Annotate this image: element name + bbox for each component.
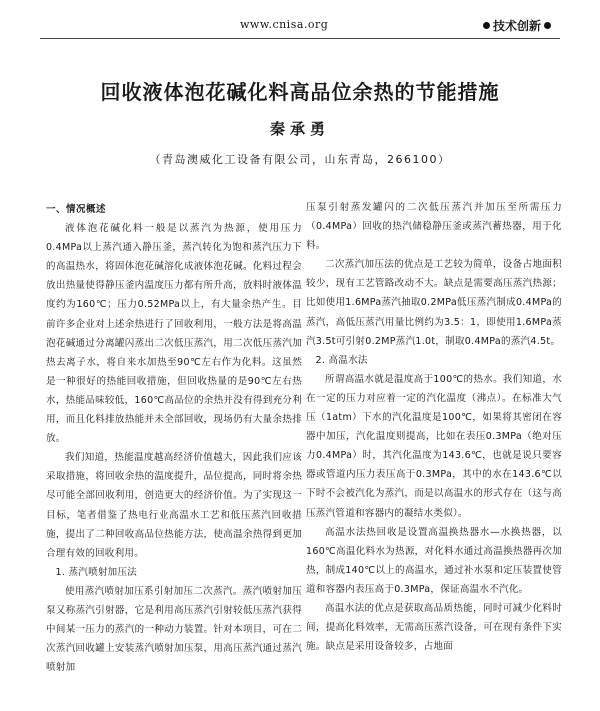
page-header bbox=[0, 18, 600, 36]
paragraph: 所谓高温水就是温度高于100℃的热水。我们知道，水在一定的压力对应着一定的汽化温度（沸点）。在标准大气压（1atm）下水的汽化温度是100℃，如果将其密闭在容器中加压，汽化温度则提高，比如在表压0.3MPa（绝对压力0.4MPa）时，其汽化温度为143.6℃，也就是说只要容器或管道内压力表压高于0.3MPa，其中的水在143.6℃以下时不会被汽化为蒸汽，而是以高温水的形式存在（这与高压蒸汽管道和容器内的凝结水类似）。 bbox=[306, 373, 562, 519]
section-text: 技术创新 bbox=[492, 19, 541, 33]
paragraph: 二次蒸汽加压法的优点是工艺较为简单，设备占地面积较少，现有工艺管路改动不大。缺点是需要高压蒸汽热源；比如使用1.6MPa蒸汽抽取0.2MPa低压蒸汽制成0.4MPa的蒸汽，高低压蒸汽用量比例约为3.5：1，即使用1.6MPa蒸汽3.5t可引射0.2MP蒸汽1.0t，制取0.4MPa的蒸汽4.5t。 bbox=[306, 259, 562, 347]
article-author: 秦承勇 bbox=[269, 120, 330, 138]
subsection-heading-steam-jet: 1. 蒸汽喷射加压法 bbox=[55, 566, 138, 578]
subsection-heading-high-temp-water: 2. 高温水法 bbox=[315, 354, 368, 366]
bullet-dot-icon bbox=[544, 22, 551, 29]
author-affiliation: （青岛澳威化工设备有限公司，山东青岛，266100） bbox=[149, 153, 451, 166]
paragraph-continued: 压泵引射蒸发罐闪的二次低压蒸汽并加压至所需压力（0.4MPa）回收的热汽储稳静压釜或蒸汽蓄热器，用于化料。 bbox=[306, 202, 562, 252]
paragraph: 我们知道，热能温度越高经济价值越大，因此我们应该采取措施，将回收余热的温度提升，品位提高，同时将余热尽可能全部回收利用，创造更大的经济价值。为了实现这一目标，笔者借鉴了热电行业高温水工艺和低压蒸汽回收措施，提出了二种回收高品位热能方法，使高温余热得到更加合理有效的回收利用。 bbox=[46, 452, 302, 559]
paragraph: 高温水法热回收是设置高温换热器水—水换热器，以160℃高温化料水为热源，对化料水通过高温换热器再次加热，制成140℃以上的高温水，通过补水泵和定压装置使管道和容器内表压高于0.3MPa，保证高温水不汽化。 bbox=[306, 526, 562, 595]
bullet-dot-icon bbox=[483, 22, 490, 29]
header-rule bbox=[40, 38, 560, 39]
left-column bbox=[46, 200, 302, 711]
paragraph: 高温水法的优点是获取高品质热能，同时可减少化料时间，提高化料效率，无需高压蒸汽设备，可在现有条件下实施。缺点是采用设备较多，占地面 bbox=[306, 602, 562, 653]
journal-website: www.cnisa.org bbox=[240, 18, 329, 31]
right-column bbox=[306, 198, 562, 709]
section-label bbox=[480, 17, 554, 34]
article-title: 回收液体泡花碱化料高品位余热的节能措施 bbox=[100, 80, 500, 104]
paragraph: 液体泡花碱化料一般是以蒸汽为热源，使用压力0.4MPa以上蒸汽通入静压釜，蒸汽转化为饱和蒸汽压力下的高温热水，将固体泡花碱溶化成液体泡花碱。化料过程会放出热量使得静压釜内温度压力都有所升高，放料时液体温度约为160℃；压力0.52MPa以上，有大量余热产生。目前许多企业对上述余热进行了回收利用，一般方法是将高温泡花碱通过分离罐闪蒸出二次低压蒸汽，用二次低压蒸汽加热去离子水，将自来水加热至90℃左右作为化料。这虽然是一种很好的热能回收措施，但回收热量的是90℃左右热水，热能品味较低，160℃高品位的余热并没有得到充分利用，而且化料排放热能并未全部回收，现场仍有大量余热排放。 bbox=[46, 223, 302, 445]
paragraph: 使用蒸汽喷射加压系引射加压二次蒸汽。蒸汽喷射加压泵又称蒸汽引射器，它是利用高压蒸汽引射较低压蒸汽获得中间某一压力的蒸汽的一种动力装置。针对本项目，可在二次蒸汽回收罐上安装蒸汽喷射加压泵，用高压蒸汽通过蒸汽喷射加 bbox=[46, 585, 302, 674]
section-heading-overview: 一、情况概述 bbox=[46, 204, 107, 215]
